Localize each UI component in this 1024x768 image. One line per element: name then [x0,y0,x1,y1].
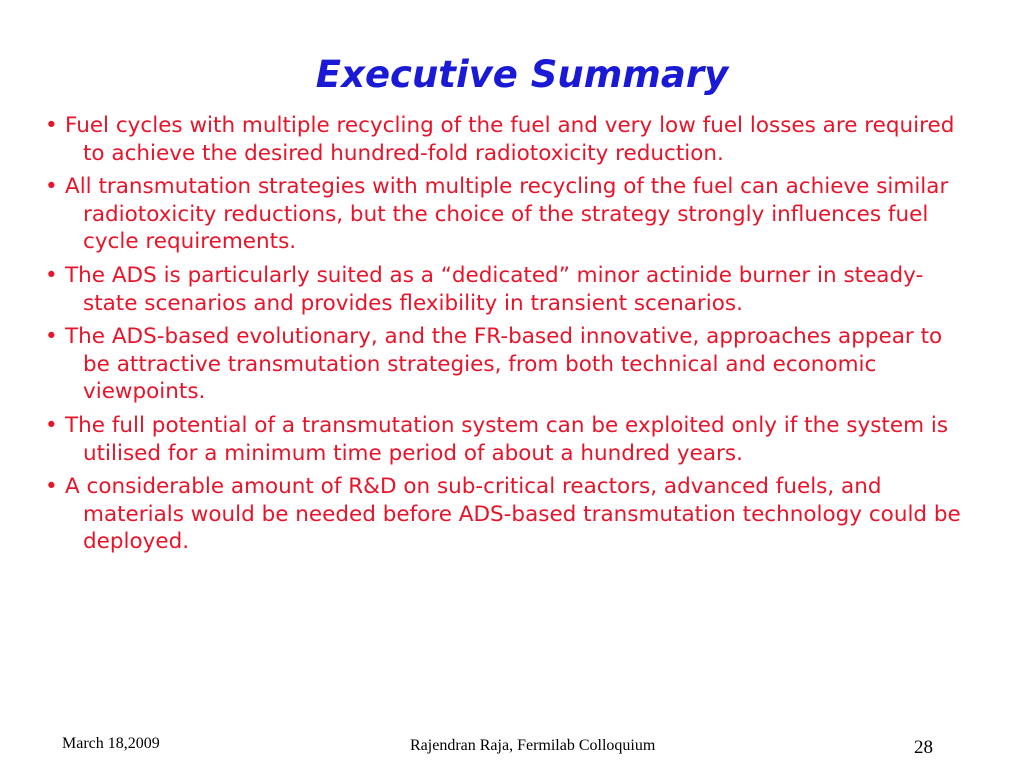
bullet-text: The ADS-based evolutionary, and the FR-based innovative, approaches appear to be attractive transmutation strategies, from both technical and economic viewpoints. [65,324,943,405]
bullet-text: A considerable amount of R&D on sub-critical reactors, advanced fuels, and materials would be needed before ADS-based transmutation technology could be deployed. [65,474,961,555]
bullet-marker: • [45,262,58,288]
bullet-item [45,112,975,167]
bullet-item [45,173,975,256]
footer-date: March 18,2009 [62,735,160,752]
bullet-marker: • [45,474,58,500]
bullet-list [45,112,975,562]
bullet-marker: • [45,174,58,200]
bullet-text: The ADS is particularly suited as a “dedicated” minor actinide burner in steady-state scenarios and provides flexibility in transient scenarios. [65,262,924,316]
bullet-marker: • [45,324,58,350]
bullet-item [45,262,975,317]
bullet-text: Fuel cycles with multiple recycling of the fuel and very low fuel losses are required to achieve the desired hundred-fold radiotoxicity reduction. [65,113,955,166]
bullet-text: The full potential of a transmutation system can be exploited only if the system is utilised for a minimum time period of about a hundred years. [65,412,949,466]
bullet-item [45,412,975,467]
bullet-marker: • [45,113,58,138]
page-number: 28 [914,737,933,758]
bullet-item [45,473,975,556]
footer-presenter: Rajendran Raja, Fermilab Colloquium [410,737,656,754]
bullet-item [45,323,975,406]
slide-title: Executive Summary [315,53,729,96]
bullet-marker: • [45,412,58,438]
bullet-text: All transmutation strategies with multiple recycling of the fuel can achieve similar radiotoxicity reductions, but the choice of the strategy strongly influences fuel cycle requirements. [65,174,949,255]
